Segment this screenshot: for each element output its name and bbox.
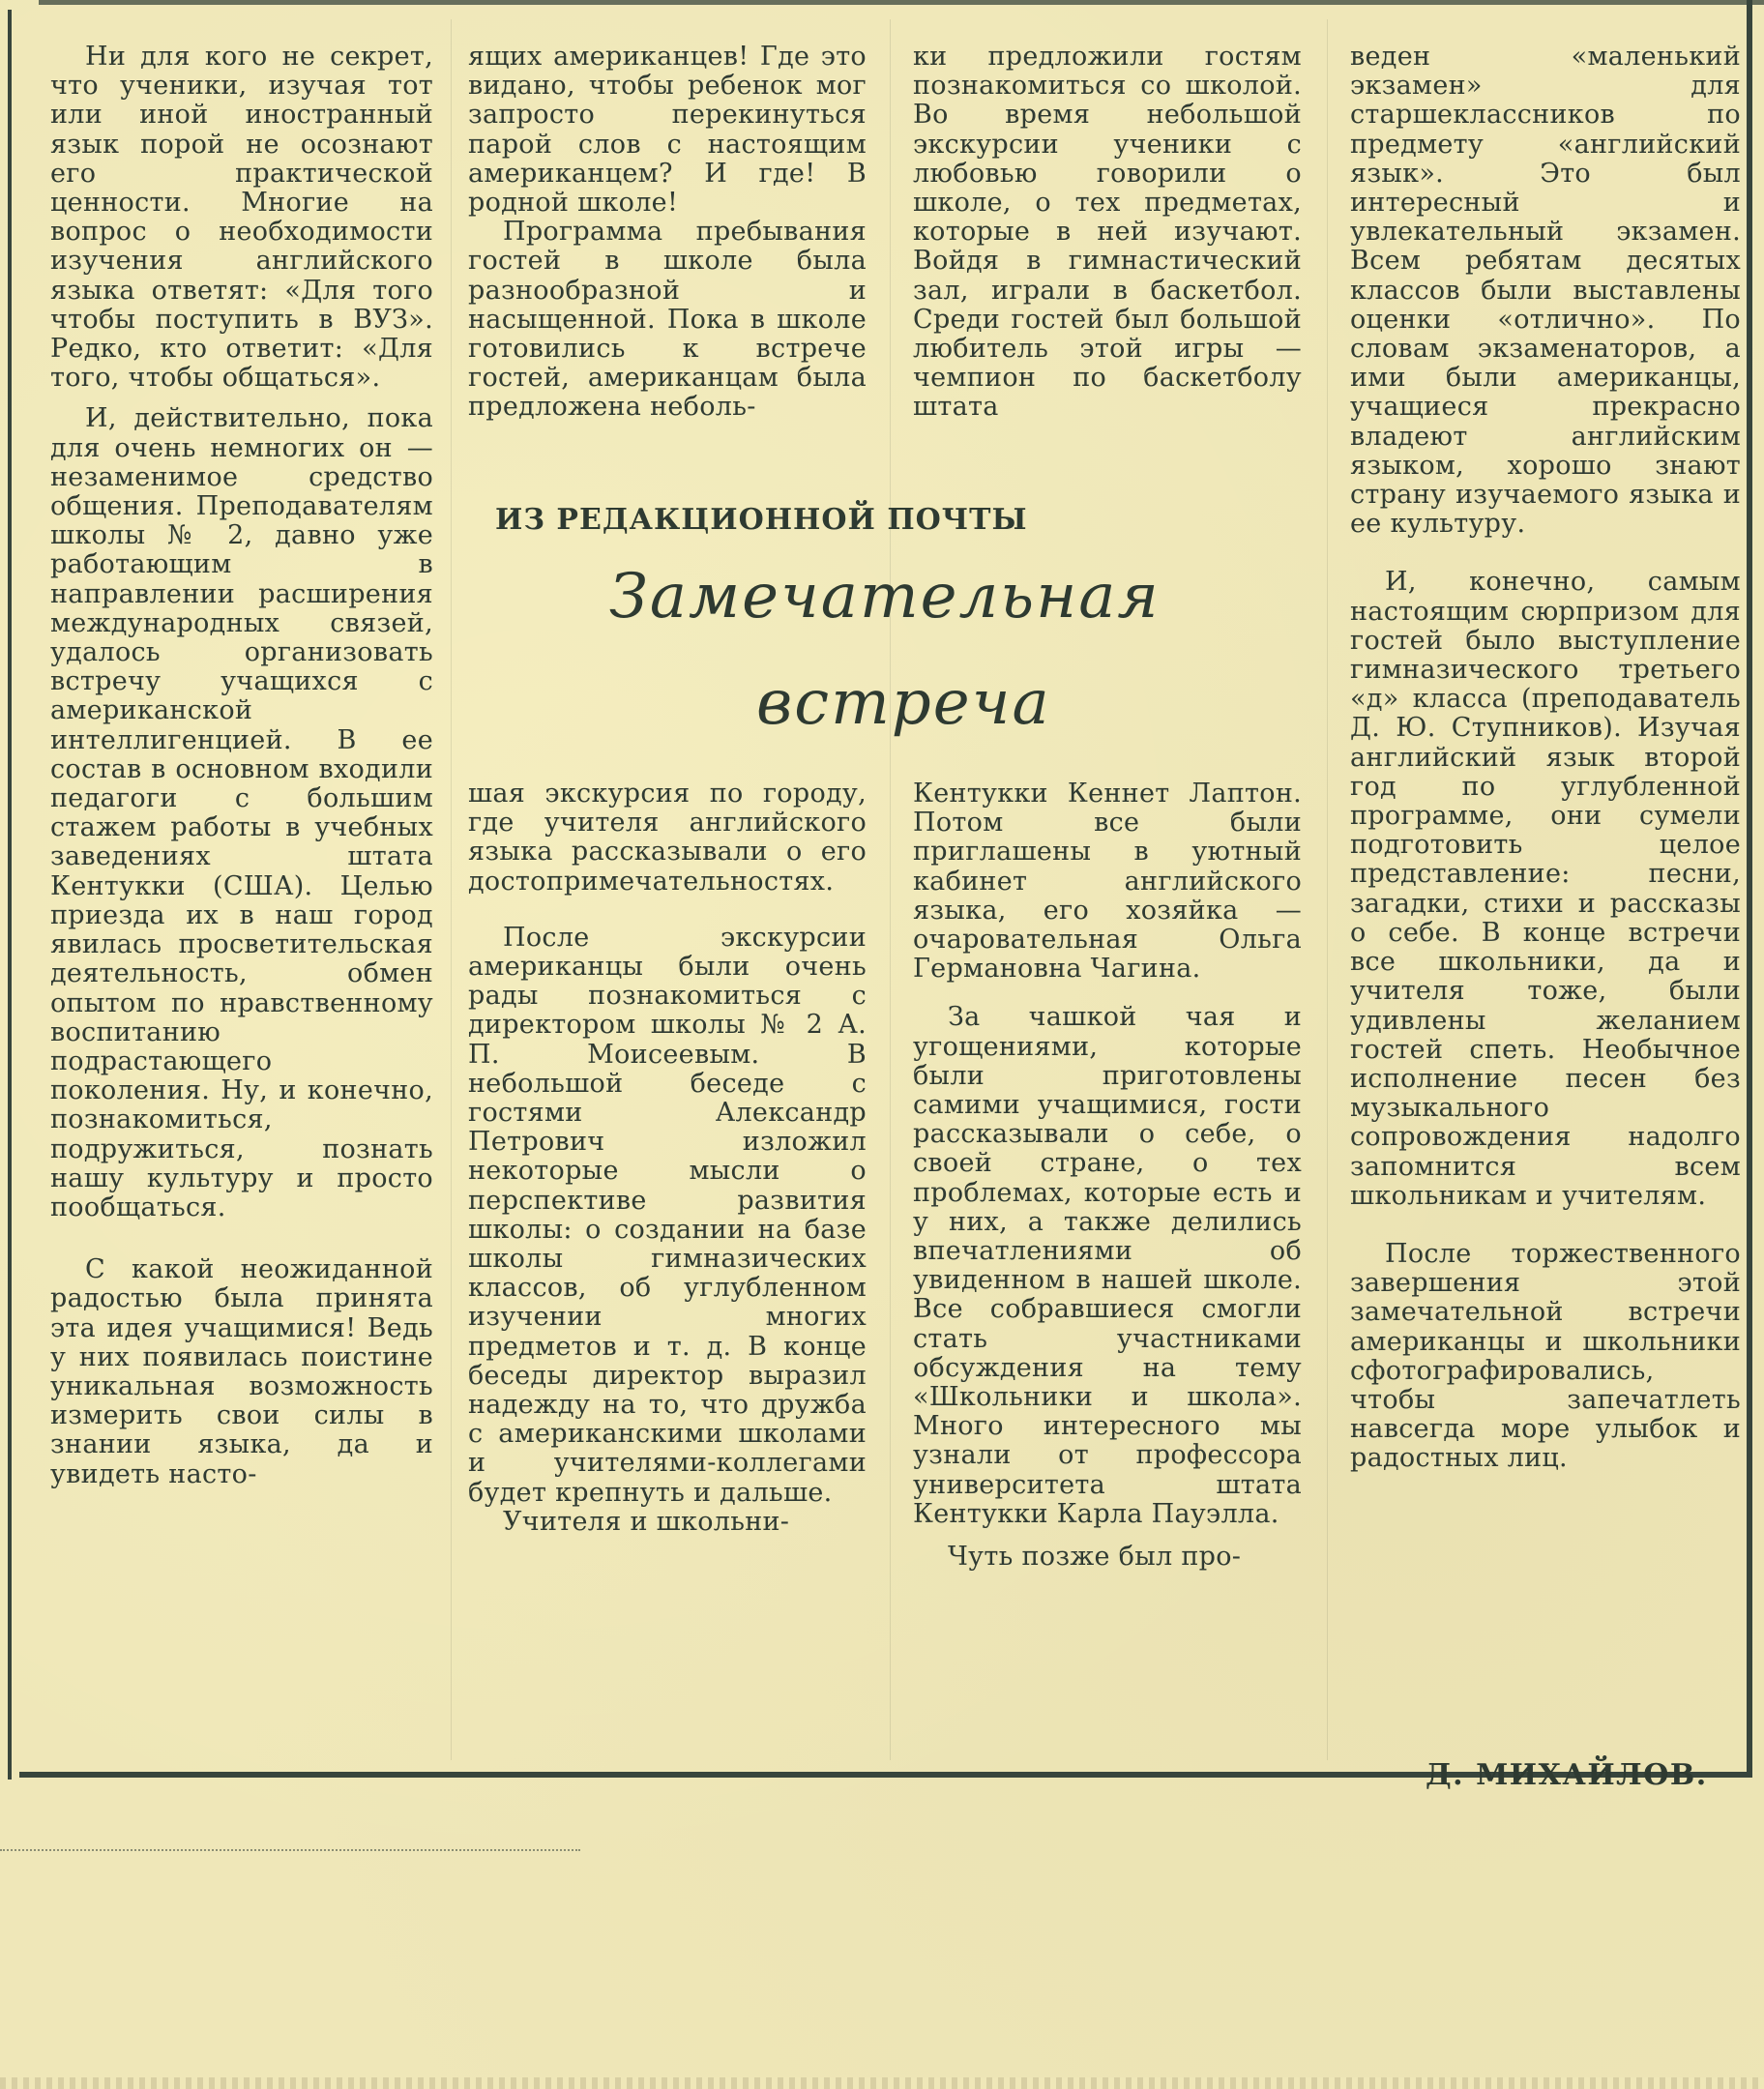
paragraph: Чуть позже был про- — [948, 1542, 1242, 1573]
paragraph: ки предложили гостям познакомиться со школой. Во время небольшой экскурсии ученики с любовью говорили о школе, о тех предметах, которые в ней изучают. Войдя в гимнастический зал, играли в баскетбол. Среди гостей был большой любитель этой игры — чемпион по баскетболу штата — [913, 42, 1302, 423]
paragraph: веден «маленький экзамен» для старшеклассников по предмету «английский язык». Это был интересный и увлекательный экзамен. Всем ребятам десятых классов были выставлены оценки «отлично». По словам экзаменаторов, а ими были американцы, учащиеся прекрасно владеют английским языком, хорошо знают страну изучаемого языка и ее культуру. — [1350, 42, 1741, 540]
paragraph: Кентукки Кеннет Лаптон. Потом все были приглашены в уютный кабинет английского языка, его хозяйка — очаровательная Ольга Германовна Чагина. — [913, 779, 1302, 985]
paragraph: После экскурсии американцы были очень рады познакомиться с директором школы № 2 А. П. Моисеевым. В небольшой беседе с гостями Александр Петрович изложил некоторые мысли о перспективе развития школы: о создании на базе школы гимназических классов, об углубленном изучении многих предметов и т. д. В конце беседы директор выразил надежду на то, что дружба с американскими школами и учителями-коллегами будет крепнуть и дальше. — [468, 922, 867, 1508]
paragraph: Ни для кого не секрет, что ученики, изучая тот или иной иностранный язык порой не осознают его практической ценности. Многие на вопрос о необходимости изучения английского языка ответят: «Для того чтобы поступить в ВУЗ». Редко, кто ответит: «Для того, чтобы общаться». — [50, 42, 433, 394]
paragraph: Программа пребывания гостей в школе была разнообразной и насыщенной. Пока в школе готовились к встрече гостей, американцам была предложена неболь- — [468, 217, 867, 423]
top-border-rule — [39, 0, 1764, 5]
paragraph: шая экскурсия по городу, где учителя английского языка рассказывали о его достопримечательностях. — [468, 779, 867, 897]
column-divider — [890, 19, 891, 1760]
author-signature: Д. МИХАЙЛОВ. — [1426, 1758, 1708, 1792]
paragraph: И, действительно, пока для очень немногих он — незаменимое средство общения. Преподавателям школы № 2, давно уже работающим в направлении расширения международных связей, удалось организовать встречу учащихся с американской интеллигенцией. В ее состав в основном входили педагоги с большим стажем работы в учебных заведениях штата Кентукки (США). Целью приезда их в наш город явилась просветительская деятельность, обмен опытом по нравственному воспитанию подрастающего поколения. Ну, и конечно, познакомиться, подружиться, познать нашу культуру и просто пообщаться. — [50, 403, 433, 1222]
article-column-4 — [1350, 43, 1741, 1474]
scalloped-paper-edge — [0, 2077, 1764, 2089]
section-rubric: ИЗ РЕДАКЦИОННОЙ ПОЧТЫ — [495, 503, 1028, 537]
paragraph: ящих американцев! Где это видано, чтобы ребенок мог запросто перекинуться парой слов с настоящим американцем? И где! В родной школе! — [468, 42, 867, 219]
paragraph: С какой неожиданной радостью была принята эта идея учащимися! Ведь у них появилась поистине уникальная возможность измерить свои силы в знании языка, да и увидеть насто- — [50, 1254, 433, 1489]
paragraph: За чашкой чая и угощениями, которые были приготовлены самими учащимися, гости рассказывали о себе, о своей стране, о тех проблемах, которые есть и у них, а также делились впечатлениями об увиденном в нашей школе. Все собравшиеся смогли стать участниками обсуждения на тему «Школьники и школа». Много интересного мы узнали от профессора университета штата Кентукки Карла Пауэлла. — [913, 1002, 1302, 1529]
left-border-rule — [8, 10, 12, 1780]
article-column-3-top — [913, 43, 1302, 423]
article-column-2-top — [468, 43, 867, 423]
paragraph: После торжественного завершения этой замечательной встречи американцы и школьники сфотографировались, чтобы запечатлеть навсегда море улыбок и радостных лиц. — [1350, 1238, 1741, 1474]
article-column-3-bottom — [913, 780, 1302, 1572]
paragraph: И, конечно, самым настоящим сюрпризом для гостей было выступление гимназического третьего «д» класса (преподаватель Д. Ю. Ступников). Изучая английский язык второй год по углубленной программе, они сумели подготовить целое представление: песни, загадки, стихи и рассказы о себе. В конце встречи все школьники, да и учителя тоже, были удивлены желанием гостей спеть. Необычное исполнение песен без музыкального сопровождения надолго запомнится всем школьникам и учителям. — [1350, 567, 1741, 1211]
column-divider — [451, 19, 452, 1760]
article-column-2-bottom — [468, 780, 867, 1537]
headline-line-2: встреча — [756, 667, 1051, 739]
headline-line-1: Замечательная — [609, 561, 1161, 633]
right-border-rule — [1747, 0, 1752, 1778]
article-column-1 — [50, 43, 433, 1489]
paragraph: Учителя и школьни- — [503, 1506, 790, 1537]
torn-print-residue — [0, 1849, 580, 1853]
column-divider — [1327, 19, 1328, 1760]
